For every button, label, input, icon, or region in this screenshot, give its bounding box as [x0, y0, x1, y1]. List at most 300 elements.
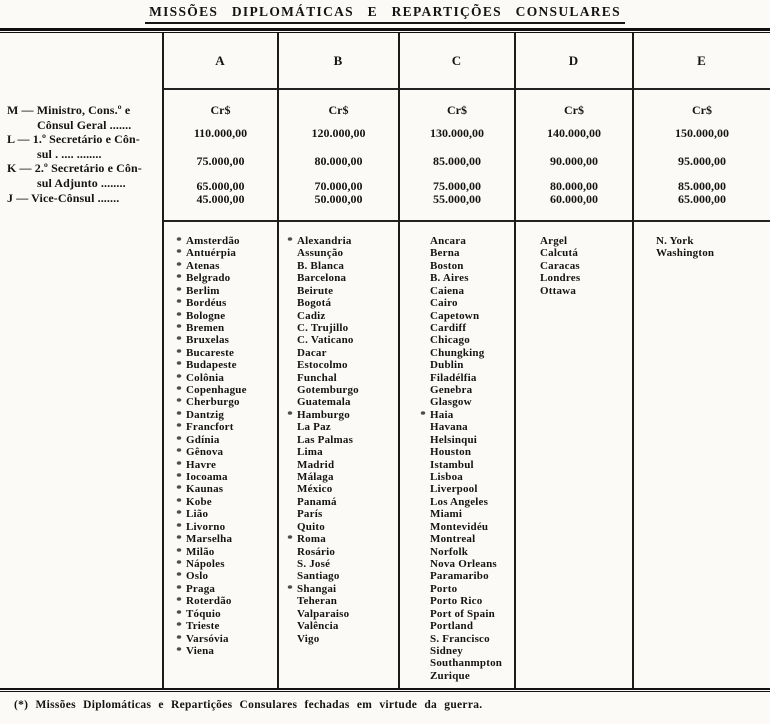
- no-marker: [283, 396, 297, 408]
- closed-asterisk-marker: *: [287, 235, 293, 247]
- city-name: Madrid: [297, 458, 335, 471]
- city-name: Kobe: [186, 495, 212, 508]
- closed-asterisk-marker: *: [176, 632, 182, 645]
- city-name: Milão: [186, 545, 215, 558]
- city-row: [283, 546, 398, 558]
- title-row: [0, 3, 770, 24]
- currency-label-B: Cr$: [328, 103, 349, 117]
- closed-asterisk-marker: *: [176, 247, 182, 260]
- city-list-A: [164, 222, 277, 657]
- city-name: Lisboa: [430, 471, 463, 484]
- city-row: [172, 546, 277, 558]
- city-name: Los Angeles: [430, 495, 489, 508]
- city-name: Lião: [186, 508, 209, 521]
- city-row: [283, 372, 398, 384]
- city-name: Valência: [297, 620, 339, 633]
- city-row: [172, 334, 277, 346]
- no-marker: [283, 633, 297, 645]
- salary-L-B: 80.000,00: [314, 154, 363, 168]
- closed-asterisk-marker: *: [176, 371, 182, 384]
- no-marker: [416, 483, 430, 495]
- city-name: Hamburgo: [297, 408, 350, 421]
- rates-cell-C: [400, 90, 514, 222]
- no-marker: [416, 521, 430, 533]
- no-marker: [416, 657, 430, 669]
- column-letter-A: A: [215, 52, 226, 68]
- city-name: Paramaribo: [430, 570, 489, 583]
- city-name: Chicago: [430, 334, 470, 347]
- city-row: [416, 670, 514, 682]
- no-marker: [416, 310, 430, 322]
- city-name: Bremen: [186, 321, 225, 334]
- city-name: Marselha: [186, 533, 233, 546]
- city-name: Boston: [430, 259, 464, 272]
- city-row: [416, 657, 514, 669]
- city-name: Southanmpton: [430, 657, 503, 670]
- no-marker: [283, 608, 297, 620]
- salary-M-A: 110.000,00: [193, 126, 248, 140]
- no-marker: [416, 471, 430, 483]
- city-row: [416, 570, 514, 582]
- city-name: Porto: [430, 582, 458, 595]
- city-row: [172, 297, 277, 309]
- city-row: [526, 235, 632, 247]
- no-marker: [526, 272, 540, 284]
- city-row: [416, 546, 514, 558]
- city-row: [642, 247, 770, 259]
- city-row: [416, 620, 514, 632]
- closed-asterisk-marker: *: [176, 421, 182, 434]
- city-name: Filadélfia: [430, 371, 477, 384]
- city-name: Cadiz: [297, 309, 326, 322]
- city-row: [642, 235, 770, 247]
- column-B: [277, 33, 398, 688]
- city-row: [416, 384, 514, 396]
- city-row: [283, 359, 398, 371]
- column-C: [398, 33, 514, 688]
- city-row: [172, 384, 277, 396]
- city-name: Capetown: [430, 309, 480, 322]
- no-marker: [416, 620, 430, 632]
- city-row: [526, 285, 632, 297]
- city-row: [416, 334, 514, 346]
- city-name: C. Vaticano: [297, 334, 354, 347]
- column-header-A: [164, 33, 277, 90]
- currency-label-D: Cr$: [564, 103, 584, 117]
- closed-asterisk-marker: *: [176, 582, 182, 595]
- closed-asterisk-marker: *: [176, 595, 182, 608]
- closed-asterisk-marker: *: [176, 384, 182, 397]
- city-row: [416, 347, 514, 359]
- no-marker: [283, 347, 297, 359]
- city-row: [172, 235, 277, 247]
- no-marker: [416, 347, 430, 359]
- city-row: [172, 570, 277, 582]
- no-marker: [416, 260, 430, 272]
- city-row: [416, 396, 514, 408]
- city-row: [416, 633, 514, 645]
- currency-label-A: Cr$: [210, 103, 231, 117]
- city-name: Montreal: [430, 533, 476, 546]
- city-row: [172, 508, 277, 520]
- closed-asterisk-marker: *: [176, 259, 182, 272]
- footnote: (*) Missões Diplomáticas e Repartições Consulares fechadas em virtude da guerra.: [14, 699, 483, 711]
- city-name: Assunção: [297, 247, 344, 260]
- city-name: S. Francisco: [430, 632, 490, 645]
- city-row: [172, 434, 277, 446]
- city-name: Porto Rico: [430, 595, 483, 608]
- city-row: [283, 421, 398, 433]
- salary-table: [0, 33, 770, 688]
- city-row: [283, 595, 398, 607]
- closed-asterisk-marker: *: [176, 545, 182, 558]
- city-row: [283, 272, 398, 284]
- city-name: París: [297, 508, 323, 521]
- column-letter-C: C: [451, 52, 463, 68]
- no-marker: [416, 633, 430, 645]
- city-row: [172, 421, 277, 433]
- salary-K-E: 85.000,00: [678, 179, 726, 193]
- no-marker: [416, 546, 430, 558]
- city-name: Vigo: [297, 632, 320, 645]
- no-marker: [283, 297, 297, 309]
- city-row: [283, 620, 398, 632]
- column-letter-B: B: [333, 52, 344, 68]
- rates-cell-A: [164, 90, 277, 222]
- city-row: [416, 235, 514, 247]
- page-title: MISSÕES DIPLOMÁTICAS E REPARTIÇÕES CONSULARES: [145, 4, 625, 24]
- column-letter-D: D: [568, 52, 580, 68]
- city-name: Santiago: [297, 570, 340, 583]
- no-marker: [283, 508, 297, 520]
- no-marker: [416, 508, 430, 520]
- city-row: [172, 459, 277, 471]
- closed-asterisk-marker: *: [176, 309, 182, 322]
- city-name: Ancara: [430, 235, 467, 247]
- no-marker: [416, 272, 430, 284]
- rank-label-M: Cônsul Geral .......: [37, 117, 132, 132]
- no-marker: [283, 285, 297, 297]
- city-row: [283, 508, 398, 520]
- salary-J-C: 55.000,00: [433, 192, 481, 206]
- no-marker: [416, 322, 430, 334]
- rank-labels: [7, 103, 160, 205]
- salary-K-A: 65.000,00: [196, 179, 245, 193]
- no-marker: [283, 372, 297, 384]
- salary-M-D: 140.000,00: [547, 126, 601, 140]
- city-name: Teheran: [297, 595, 338, 608]
- city-row: [416, 471, 514, 483]
- rank-label-J: J — Vice-Cônsul .......: [7, 190, 120, 205]
- city-name: México: [297, 483, 333, 496]
- column-A: [162, 33, 277, 688]
- city-row: [283, 608, 398, 620]
- column-D: [514, 33, 632, 688]
- city-row: [416, 558, 514, 570]
- city-name: Gdínia: [186, 433, 220, 446]
- city-row: [283, 533, 398, 545]
- closed-asterisk-marker: *: [287, 582, 293, 595]
- no-marker: [283, 247, 297, 259]
- city-row: [283, 409, 398, 421]
- city-name: Gotemburgo: [297, 384, 359, 397]
- city-name: Estocolmo: [297, 359, 348, 372]
- city-row: [172, 583, 277, 595]
- city-row: [416, 508, 514, 520]
- city-name: Praga: [186, 582, 216, 595]
- city-name: Francfort: [186, 421, 234, 434]
- no-marker: [283, 521, 297, 533]
- no-marker: [416, 670, 430, 682]
- city-name: Berlim: [186, 284, 220, 297]
- no-marker: [642, 247, 656, 259]
- salary-K-B: 70.000,00: [314, 179, 363, 193]
- city-row: [283, 297, 398, 309]
- closed-asterisk-marker: *: [176, 359, 182, 372]
- city-name: Valparaiso: [297, 607, 350, 620]
- city-name: Amsterdão: [186, 235, 240, 247]
- city-name: Nova Orleans: [430, 557, 497, 570]
- salary-J-D: 60.000,00: [550, 192, 598, 206]
- city-name: Trieste: [186, 620, 220, 633]
- city-row: [172, 396, 277, 408]
- city-row: [283, 558, 398, 570]
- city-row: [172, 471, 277, 483]
- city-row: [283, 434, 398, 446]
- city-name: Iocoama: [186, 471, 228, 484]
- city-list-D: [516, 222, 632, 297]
- city-row: [283, 384, 398, 396]
- no-marker: [283, 483, 297, 495]
- city-name: Shangai: [297, 582, 337, 595]
- rank-label-K: sul Adjunto ........: [37, 175, 126, 190]
- rank-label-M: M — Ministro, Cons.º e: [7, 103, 131, 117]
- city-name: Colônia: [186, 371, 225, 384]
- city-row: [283, 285, 398, 297]
- city-row: [172, 272, 277, 284]
- city-name: Haia: [430, 408, 454, 421]
- no-marker: [283, 459, 297, 471]
- closed-asterisk-marker: *: [176, 520, 182, 533]
- city-row: [526, 272, 632, 284]
- city-name: Copenhague: [186, 384, 247, 397]
- city-row: [416, 260, 514, 272]
- salary-L-E: 95.000,00: [678, 154, 726, 168]
- closed-asterisk-marker: *: [176, 235, 182, 247]
- closed-asterisk-marker: *: [176, 570, 182, 583]
- closed-asterisk-marker: *: [176, 297, 182, 310]
- city-name: La Paz: [297, 421, 331, 434]
- no-marker: [416, 384, 430, 396]
- city-name: S. José: [297, 557, 331, 570]
- no-marker: [416, 235, 430, 247]
- city-row: [416, 595, 514, 607]
- closed-asterisk-marker: *: [176, 483, 182, 496]
- column-header-E: [634, 33, 770, 90]
- closed-asterisk-marker: *: [176, 644, 182, 657]
- city-name: B. Blanca: [297, 259, 345, 272]
- city-name: Gênova: [186, 446, 224, 459]
- city-row: [172, 645, 277, 657]
- city-name: Roma: [297, 533, 326, 546]
- city-row: [416, 247, 514, 259]
- city-row: [172, 247, 277, 259]
- city-row: [283, 633, 398, 645]
- city-row: [416, 583, 514, 595]
- salary-L-A: 75.000,00: [196, 154, 245, 168]
- city-name: Londres: [540, 272, 581, 285]
- city-row: [283, 260, 398, 272]
- closed-asterisk-marker: *: [176, 433, 182, 446]
- city-row: [172, 322, 277, 334]
- city-name: Miami: [430, 508, 463, 521]
- city-row: [416, 372, 514, 384]
- city-name: Quito: [297, 520, 325, 533]
- city-row: [172, 260, 277, 272]
- no-marker: [416, 334, 430, 346]
- city-name: Houston: [430, 446, 472, 459]
- city-list-B: [279, 222, 398, 645]
- city-name: Antuérpia: [186, 247, 237, 260]
- city-row: [416, 421, 514, 433]
- no-marker: [416, 247, 430, 259]
- closed-asterisk-marker: *: [176, 408, 182, 421]
- city-name: Ottawa: [540, 284, 577, 297]
- city-row: [283, 496, 398, 508]
- city-name: Havana: [430, 421, 468, 434]
- column-header-D: [516, 33, 632, 90]
- city-name: Istambul: [430, 458, 474, 471]
- city-name: Varsóvia: [186, 632, 229, 645]
- city-name: N. York: [656, 235, 694, 247]
- no-marker: [416, 396, 430, 408]
- city-name: Alexandria: [297, 235, 352, 247]
- city-row: [283, 235, 398, 247]
- city-name: Tóquio: [186, 607, 221, 620]
- city-name: Dacar: [297, 346, 327, 359]
- city-row: [416, 310, 514, 322]
- city-row: [416, 409, 514, 421]
- salary-K-D: 80.000,00: [550, 179, 598, 193]
- city-row: [172, 372, 277, 384]
- closed-asterisk-marker: *: [176, 334, 182, 347]
- city-name: Berna: [430, 247, 460, 260]
- salary-J-A: 45.000,00: [196, 192, 245, 206]
- no-marker: [283, 496, 297, 508]
- city-row: [416, 285, 514, 297]
- closed-asterisk-marker: *: [287, 533, 293, 546]
- salary-L-D: 90.000,00: [550, 154, 598, 168]
- salary-M-E: 150.000,00: [675, 126, 729, 140]
- rates-cell-E: [634, 90, 770, 222]
- no-marker: [526, 285, 540, 297]
- city-name: Liverpool: [430, 483, 478, 496]
- city-name: Viena: [186, 644, 215, 657]
- no-marker: [416, 496, 430, 508]
- no-marker: [283, 446, 297, 458]
- no-marker: [416, 372, 430, 384]
- currency-label-E: Cr$: [692, 103, 712, 117]
- rank-label-K: K — 2.º Secretário e Côn-: [7, 161, 142, 176]
- closed-asterisk-marker: *: [176, 321, 182, 334]
- city-row: [283, 570, 398, 582]
- no-marker: [416, 533, 430, 545]
- currency-label-C: Cr$: [447, 103, 467, 117]
- city-row: [283, 310, 398, 322]
- no-marker: [416, 434, 430, 446]
- city-row: [172, 533, 277, 545]
- salary-M-B: 120.000,00: [311, 126, 366, 140]
- city-name: Bruxelas: [186, 334, 230, 347]
- no-marker: [283, 272, 297, 284]
- city-name: Funchal: [297, 371, 337, 384]
- city-name: Port of Spain: [430, 607, 495, 620]
- city-name: Beirute: [297, 284, 334, 297]
- closed-asterisk-marker: *: [176, 346, 182, 359]
- city-row: [172, 359, 277, 371]
- city-name: Argel: [540, 235, 568, 247]
- city-row: [172, 496, 277, 508]
- no-marker: [283, 471, 297, 483]
- closed-asterisk-marker: *: [176, 396, 182, 409]
- city-row: [283, 334, 398, 346]
- city-row: [172, 595, 277, 607]
- city-name: C. Trujillo: [297, 321, 349, 334]
- city-row: [416, 533, 514, 545]
- city-name: Bordéus: [186, 297, 227, 310]
- closed-asterisk-marker: *: [176, 620, 182, 633]
- city-list-C: [400, 222, 514, 682]
- city-row: [526, 247, 632, 259]
- column-header-C: [400, 33, 514, 90]
- no-marker: [526, 235, 540, 247]
- city-row: [416, 496, 514, 508]
- no-marker: [283, 620, 297, 632]
- city-row: [283, 396, 398, 408]
- city-name: Glasgow: [430, 396, 472, 409]
- salary-L-C: 85.000,00: [433, 154, 481, 168]
- city-row: [172, 620, 277, 632]
- no-marker: [416, 558, 430, 570]
- closed-asterisk-marker: *: [176, 446, 182, 459]
- city-name: Oslo: [186, 570, 209, 583]
- city-row: [416, 483, 514, 495]
- closed-asterisk-marker: *: [176, 557, 182, 570]
- no-marker: [416, 459, 430, 471]
- closed-asterisk-marker: *: [176, 272, 182, 285]
- closed-asterisk-marker: *: [287, 408, 293, 421]
- no-marker: [283, 384, 297, 396]
- city-row: [172, 285, 277, 297]
- city-row: [416, 645, 514, 657]
- city-name: Norfolk: [430, 545, 469, 558]
- city-name: Roterdão: [186, 595, 232, 608]
- city-name: Caracas: [540, 259, 580, 272]
- city-name: Atenas: [186, 259, 220, 272]
- city-name: Montevidéu: [430, 520, 489, 533]
- city-name: Genebra: [430, 384, 473, 397]
- no-marker: [416, 421, 430, 433]
- city-name: Barcelona: [297, 272, 347, 285]
- no-marker: [416, 645, 430, 657]
- no-marker: [526, 260, 540, 272]
- city-name: Cherburgo: [186, 396, 240, 409]
- city-name: Málaga: [297, 471, 334, 484]
- city-name: Panamá: [297, 495, 337, 508]
- city-row: [416, 608, 514, 620]
- city-row: [172, 521, 277, 533]
- rates-cell-D: [516, 90, 632, 222]
